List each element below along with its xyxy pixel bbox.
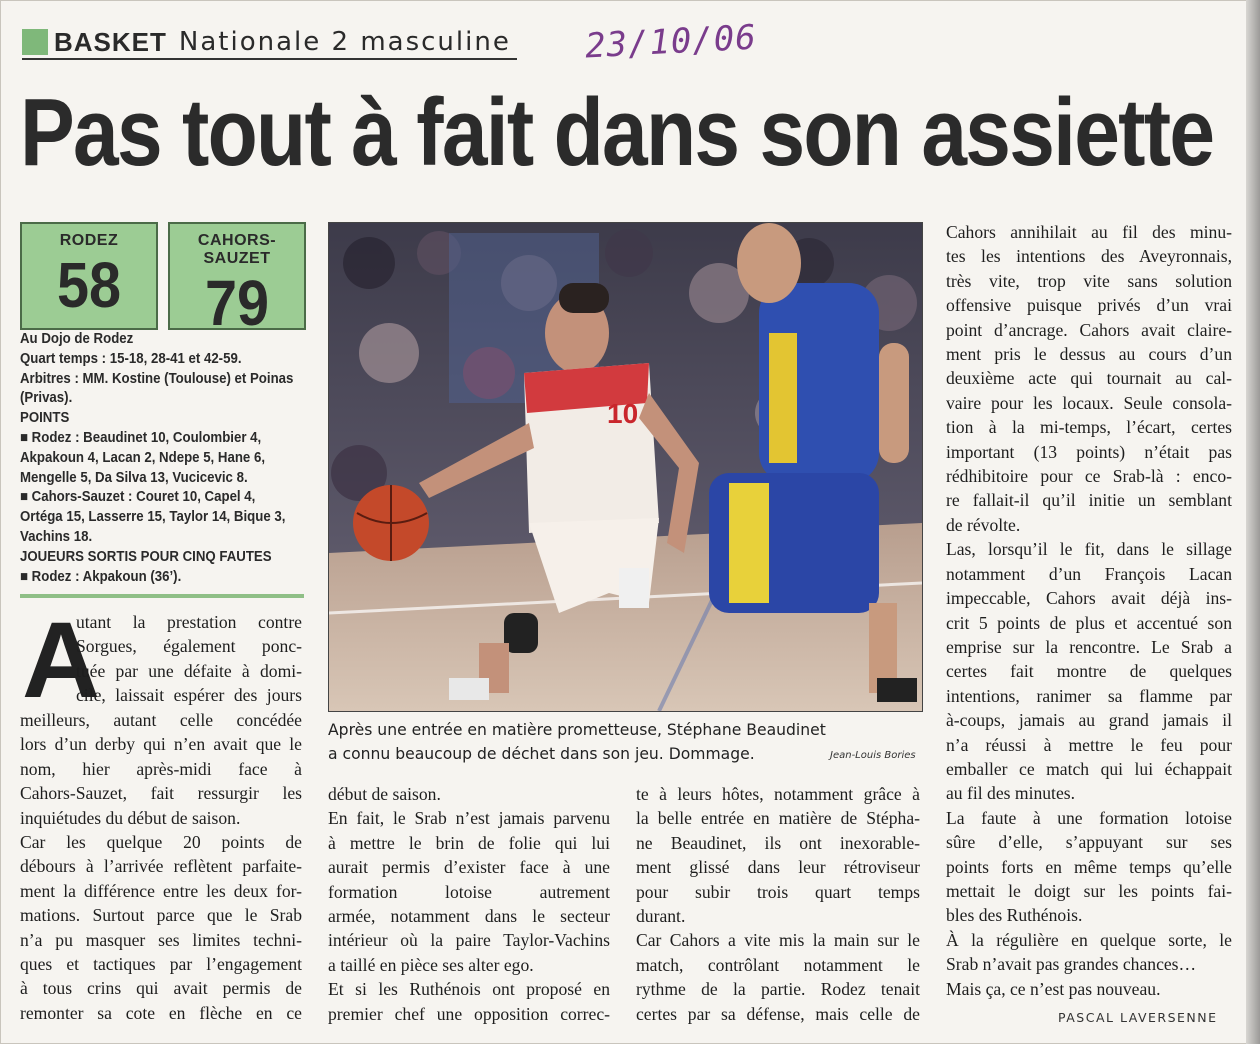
score-box-home [20,222,158,330]
headline: Pas tout à fait dans son assiette [20,79,1214,186]
article-line: important (13 points) n’était pas [946,441,1232,462]
factbox-line: ■ Rodez : Akpakoun (36’). [20,568,182,585]
away-team-points: 79 [204,267,270,339]
rubric-square-icon [22,29,48,55]
article-line: la belle entrée en matière de Stépha- [636,808,920,829]
article-line: premier chef une opposition correc- [328,1003,610,1024]
article-column-1-dropcap-lines [76,610,302,708]
home-team-points: 58 [56,249,122,321]
handwritten-date: 23/10/06 [584,17,758,67]
article-line: formation lotoise autrement [328,881,610,902]
article-line: notamment d’un François Lacan [946,563,1232,584]
factbox-line: ■ Rodez : Beaudinet 10, Coulombier 4, [20,429,262,446]
article-line: inquiétudes du début de saison. [20,807,241,828]
caption-line-1: Après une entrée en matière prometteuse, Stéphane Beaudinet [328,721,826,739]
article-line: ment glissé dans leur rétroviseur [636,857,920,878]
rubric-league: Nationale 2 masculine [178,27,511,57]
article-column-4 [946,220,1232,1001]
article-line: mations. Surtout parce que le Srab [20,905,302,926]
article-line: Sorgues, également ponc- [76,636,302,657]
article-line: ment pris le dessus au cours d’un [946,344,1232,365]
factbox-line: Mengelle 5, Da Silva 13, Vucicevic 8. [20,469,248,486]
caption-line-2: a connu beaucoup de déchet dans son jeu. Dommage. [328,745,755,763]
article-line: tes les intentions des Aveyronnais, [946,246,1232,267]
article-line: lors d’un derby qui n’en avait que le [20,734,302,755]
article-line: à mettre le brin de folie qui lui [328,832,610,853]
article-line: très vite, trop vite sans solution [946,270,1232,291]
factbox-divider [20,594,304,598]
article-line: À la régulière en quelque sorte, le [946,929,1232,950]
article-line: début de saison. [328,784,441,804]
article-line: deuxième acte qui tournait au cal- [946,368,1232,389]
article-line: mettait le doigt sur les points fai- [946,880,1232,901]
article-column-3 [636,782,920,1026]
article-line: tion à la mi-temps, l’écart, certes [946,417,1232,438]
factbox-line: POINTS [20,410,70,427]
article-line: à tous crins qui avait permis de [20,978,302,999]
factbox-line: Arbitres : MM. Kostine (Toulouse) et Poinas [20,370,294,387]
article-line: aurait permis d’exister face à une [328,857,610,878]
article-line: ment la différence entre les deux for- [20,880,302,901]
scan-edge [1246,0,1260,1044]
factbox-line: ■ Cahors-Sauzet : Couret 10, Capel 4, [20,489,256,506]
article-line: match, contrôlant notamment le [636,954,920,975]
score-box-away [168,222,306,339]
factbox-line: JOUEURS SORTIS POUR CINQ FAUTES [20,548,272,565]
article-line: Las, lorsqu’il le fit, dans le sillage [946,539,1232,560]
article-line: Mais ça, ce n’est pas nouveau. [946,978,1161,999]
jersey-number: 10 [607,398,639,429]
article-line: Car Cahors a vite mis la main sur le [636,930,920,951]
article-line: ne Beaudinet, ils ont inexorable- [636,832,920,853]
photo-credit: Jean-Louis Bories [830,750,916,761]
article-line: a taillé en pièce ses alter ego. [328,954,534,975]
article-line: impeccable, Cahors avait déjà ins- [946,588,1232,609]
article-line: remonter sa cote en flèche en ce [20,1002,302,1023]
article-line: intentions, ranimer sa flamme par [946,685,1232,706]
article-line: ques et tactiques par l’engagement [20,954,302,975]
article-line: Car les quelque 20 points de [20,832,302,853]
factbox-line: Akpakoun 4, Lacan 2, Ndepe 5, Hane 6, [20,449,266,466]
article-line: tuée par une défaite à domi- [76,660,302,681]
article-line: certes fait montre de quelques [946,661,1232,682]
article-line: Srab n’avait pas grandes chances… [946,954,1197,975]
photo-illustration [329,223,922,711]
article-line: cile, laissait espérer des jours [76,685,302,706]
article-line: sûre d’elle, s’appuyant sur ses [946,832,1232,853]
article-line: n’a réussi à mettre le feu pour [946,734,1232,755]
article-line: offensive puisque privés d’un vrai [946,295,1232,316]
basketball-photo [328,222,923,712]
article-column-2 [328,782,610,1026]
article-line: emballer ce match qui lui échappait [946,758,1232,779]
article-line: de révolte. [946,514,1021,535]
article-line: crit 5 points de plus et accentué son [946,612,1232,633]
section-rubric [22,26,517,60]
away-team-name: CAHORS-SAUZET [197,232,277,267]
article-line: à-coups, jamais au grand jamais il [946,710,1232,731]
article-line: durant. [636,906,686,927]
article-line: bles des Ruthénois. [946,905,1083,926]
article-line: points forts en même temps qu’elle [946,856,1232,877]
rubric-sport: BASKET [54,26,167,57]
article-line: En fait, le Srab n’est jamais parvenu [328,808,610,829]
article-line: utant la prestation contre [76,612,302,632]
home-team-name: RODEZ [59,232,119,249]
article-line: rédhibitoire pour ce Srab-là : enco- [946,466,1232,487]
article-line: nom, hier après-midi face à [20,758,302,779]
match-factbox [20,330,310,587]
factbox-line: (Privas). [20,390,73,407]
article-line: armée, notamment dans le secteur [328,906,610,927]
article-line: emprise sur la rencontre. Le Srab a [946,636,1232,657]
factbox-line: Ortéga 15, Lasserre 15, Taylor 14, Bique 3, [20,509,286,526]
factbox-line: Au Dojo de Rodez [20,331,134,347]
article-line: Et si les Ruthénois ont proposé en [328,979,610,1000]
article-line: re fallait-il qu’il initie un semblant [946,490,1232,511]
article-line: au fil des minutes. [946,783,1075,804]
factbox-line: Vachins 18. [20,528,93,545]
article-line: intérieur où la paire Taylor-Vachins [328,930,610,951]
article-line: n’a pu masquer ses limites techni- [20,929,302,950]
article-line: vaire pour les locaux. Seule consola- [946,392,1232,413]
factbox-line: Quart temps : 15-18, 28-41 et 42-59. [20,350,242,367]
article-line: pour subir trois quart temps [636,881,920,902]
article-line: Cahors annihilait au fil des minu- [946,222,1232,242]
article-line: Cahors-Sauzet, fait ressurgir les [20,783,302,804]
article-line: point d’ancrage. Cahors avait claire- [946,319,1232,340]
article-line: te à leurs hôtes, notamment grâce à [636,784,920,804]
article-line: meilleurs, autant celle concédée [20,710,302,730]
article-column-1 [20,708,302,1025]
article-line: La faute à une formation lotoise [946,807,1232,828]
article-line: rythme de la partie. Rodez tenait [636,979,920,1000]
article-line: débours à l’arrivée reflètent parfaite- [20,856,302,877]
article-line: certes par sa défense, mais celle de [636,1003,920,1024]
drop-cap: A [22,599,100,720]
author-byline: PASCAL LAVERSENNE [1058,1010,1218,1025]
